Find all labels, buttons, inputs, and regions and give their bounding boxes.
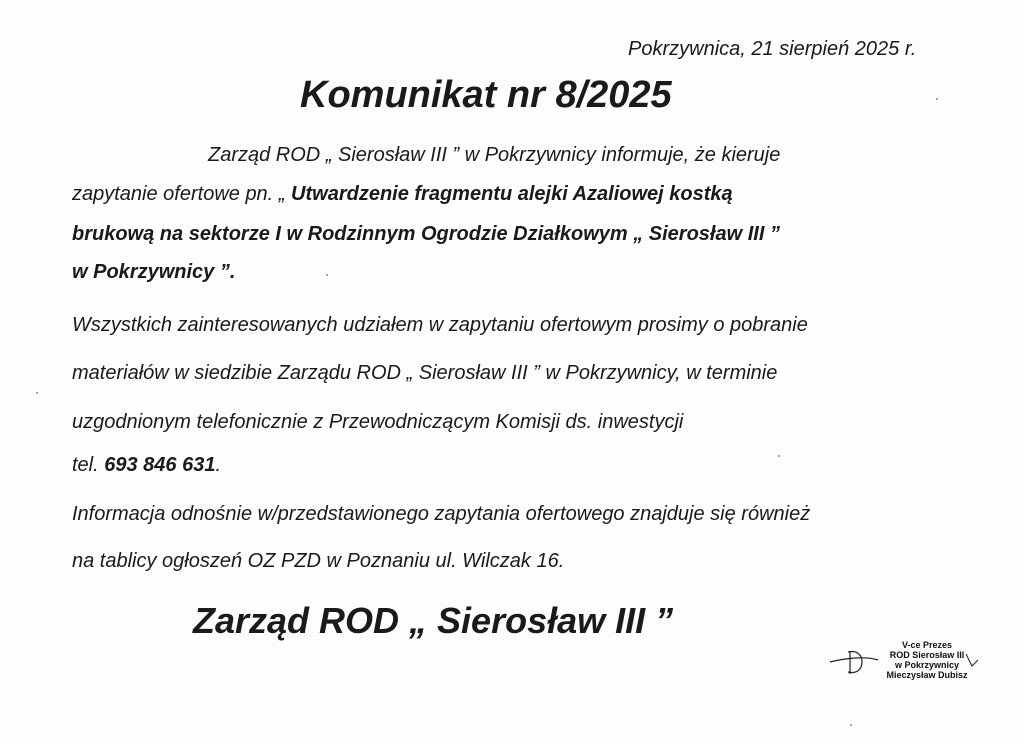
paragraph-line-5: Wszystkich zainteresowanych udziałem w zapytaniu ofertowym prosimy o pobranie xyxy=(72,314,808,336)
paragraph-line-9: Informacja odnośnie w/przedstawionego zapytania ofertowego znajduje się również xyxy=(72,503,811,525)
stamp-line-4: Mieczysław Dubisz xyxy=(886,670,968,680)
line2-bold: Utwardzenie fragmentu alejki Azaliowej kostką xyxy=(291,183,733,205)
phone-number: 693 846 631 xyxy=(104,454,216,476)
paragraph-line-6: materiałów w siedzibie Zarządu ROD „ Sierosław III ” w Pokrzywnicy, w terminie xyxy=(72,362,778,384)
paragraph-line-1: Zarząd ROD „ Sierosław III ” w Pokrzywnicy informuje, że kieruje xyxy=(208,144,781,166)
paragraph-line-3: brukową na sektorze I w Rodzinnym Ogrodzie Działkowym „ Sierosław III ” xyxy=(72,223,780,245)
scan-speck xyxy=(36,392,38,394)
phone-line xyxy=(72,454,221,477)
scan-speck xyxy=(850,724,852,726)
stamp-line-3: w Pokrzywnicy xyxy=(894,660,960,670)
paragraph-line-2 xyxy=(72,183,733,206)
paragraph-line-4: w Pokrzywnicy ”. xyxy=(72,261,236,283)
signoff: Zarząd ROD „ Sierosław III ” xyxy=(193,600,674,641)
line2-normal: zapytanie ofertowe pn. „ xyxy=(72,183,286,205)
scan-speck xyxy=(936,98,938,100)
scan-speck xyxy=(778,455,780,457)
stamp-line-2: ROD Sierosław III xyxy=(889,650,965,660)
paragraph-line-7: uzgodnionym telefonicznie z Przewodniczącym Komisji ds. inwestycji xyxy=(72,411,684,433)
document-title: Komunikat nr 8/2025 xyxy=(300,74,672,116)
phone-end: . xyxy=(215,454,222,476)
scan-speck xyxy=(326,274,328,276)
paragraph-line-10: na tablicy ogłoszeń OZ PZD w Poznaniu ul. Wilczak 16. xyxy=(72,550,565,572)
date-line: Pokrzywnica, 21 sierpień 2025 r. xyxy=(628,38,917,60)
phone-label: tel. xyxy=(72,454,99,476)
official-stamp xyxy=(872,640,982,680)
stamp-line-1: V-ce Prezes xyxy=(901,640,953,650)
